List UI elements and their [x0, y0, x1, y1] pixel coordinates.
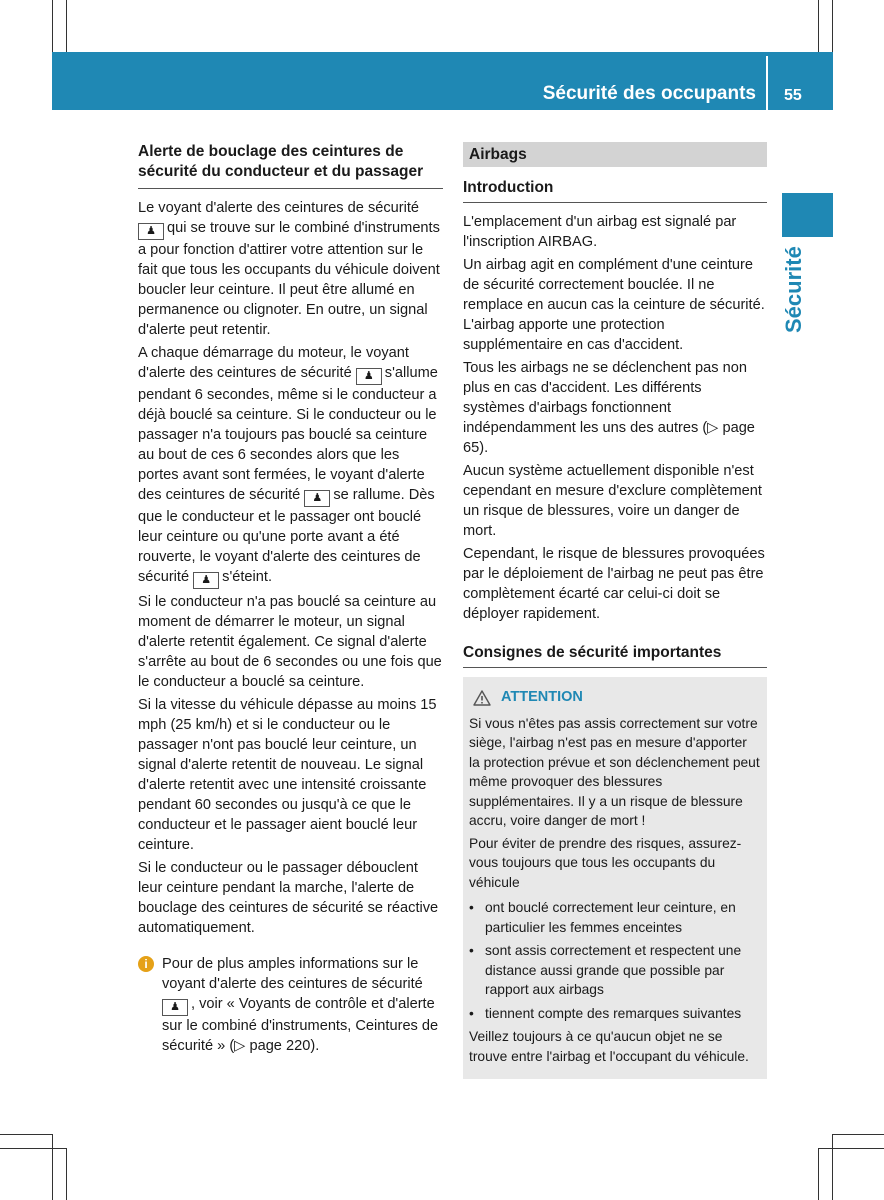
- text: s'éteint.: [222, 569, 273, 585]
- header-divider: [766, 56, 768, 110]
- warning-box: [463, 677, 767, 1079]
- info-text: [162, 954, 443, 1056]
- page-section-title: Sécurité des occupants: [542, 83, 756, 104]
- text: qui se trouve sur le combiné d'instruments a pour fonction d'attirer votre attention sur le fait que tous les occupants du véhicule doivent boucler leur ceinture. Il peut être allumé en permanence ou clignoter. En outre, un signal d'alerte peut retentir.: [138, 220, 440, 338]
- section-band: Airbags: [463, 142, 767, 167]
- right-column: [463, 142, 767, 1079]
- crop-mark: [66, 0, 67, 52]
- seatbelt-warning-icon: ♟: [193, 572, 219, 589]
- warning-triangle-icon: [473, 690, 491, 706]
- crop-mark: [52, 1134, 53, 1200]
- warning-list: [469, 898, 761, 1023]
- paragraph: [138, 198, 443, 340]
- left-column: [138, 142, 443, 1056]
- list-item: [469, 941, 761, 1000]
- warning-paragraph: Si vous n'êtes pas assis correctement sur votre siège, l'airbag n'est pas en mesure d'apporter la protection prévue et son déclenchement peut même provoquer des blessures supplémentaires. Il y a un risque de blessure accru, voire danger de mort !: [469, 715, 760, 828]
- warning-label: ATTENTION: [501, 689, 583, 705]
- text: A chaque démarrage du moteur, le voyant d'alerte des ceintures de sécurité: [138, 345, 409, 381]
- bullet-icon: •: [469, 900, 474, 915]
- list-item-text: sont assis correctement et respectent une distance aussi grande que possible par rapport aux airbags: [485, 943, 742, 997]
- side-tab-label: Sécurité: [781, 246, 806, 333]
- paragraph: [138, 343, 443, 589]
- text: Pour de plus amples informations sur le voyant d'alerte des ceintures de sécurité: [162, 956, 423, 992]
- info-icon: i: [138, 956, 154, 972]
- text: s'allume pendant 6 secondes, même si le conducteur a déjà bouclé sa ceinture. Si le conducteur ou le passager n'a toujours pas bouclé sa ceinture au bout de ces 6 secondes alors que les portes avant sont fermées, le voyant d'alerte des ceintures de sécurité: [138, 365, 438, 503]
- text: Le voyant d'alerte des ceintures de sécurité: [138, 200, 420, 216]
- list-item: [469, 898, 761, 937]
- paragraph: Tous les airbags ne se déclenchent pas non plus en cas d'accident. Les différents systèmes d'airbags fonctionnent indépendamment les uns des autres (▷ page 65).: [463, 360, 755, 456]
- crop-mark: [52, 0, 53, 52]
- seatbelt-warning-icon: ♟: [356, 368, 382, 385]
- paragraph: Aucun système actuellement disponible n'est cependant en mesure d'exclure complètement un risque de blessures, voire un danger de mort.: [463, 463, 762, 539]
- subsection-title: Introduction: [463, 178, 767, 203]
- list-item-text: tiennent compte des remarques suivantes: [485, 1005, 742, 1021]
- seatbelt-warning-icon: ♟: [162, 999, 188, 1016]
- crop-mark: [818, 0, 819, 52]
- side-tab-block: [782, 193, 833, 237]
- crop-mark: [818, 1148, 884, 1149]
- list-item-text: ont bouclé correctement leur ceinture, en particulier les femmes enceintes: [485, 900, 736, 935]
- crop-mark: [832, 1134, 884, 1135]
- crop-mark: [818, 1148, 819, 1200]
- crop-mark: [832, 0, 833, 52]
- warning-paragraph: Veillez toujours à ce qu'aucun objet ne se trouve entre l'airbag et l'occupant du véhicule.: [469, 1029, 749, 1064]
- bullet-icon: •: [469, 943, 474, 958]
- paragraph: Si le conducteur n'a pas bouclé sa ceinture au moment de démarrer le moteur, un signal d'alerte retentit également. Ce signal d'alerte s'arrête au bout de 6 secondes ou une fois que le conducteur a bouclé sa ceinture.: [138, 594, 442, 690]
- crop-mark: [66, 1148, 67, 1200]
- paragraph: Si le conducteur ou le passager débouclent leur ceinture pendant la marche, l'alerte de bouclage des ceintures de sécurité se réactive automatiquement.: [138, 860, 439, 936]
- paragraph: L'emplacement d'un airbag est signalé par l'inscription AIRBAG.: [463, 214, 737, 250]
- seatbelt-warning-icon: ♟: [138, 223, 164, 240]
- subsection-title: Consignes de sécurité importantes: [463, 643, 767, 668]
- paragraph: Cependant, le risque de blessures provoquées par le déploiement de l'airbag ne peut pas être complètement écarté car celui-ci doit se déployer rapidement.: [463, 546, 765, 622]
- crop-mark: [832, 1134, 833, 1200]
- paragraph: Un airbag agit en complément d'une ceinture de sécurité correctement bouclée. Il ne remplace en aucun cas la ceinture de sécurité. L'airbag apporte une protection supplémentaire en cas d'accident.: [463, 257, 765, 353]
- crop-mark: [0, 1148, 66, 1149]
- list-item: [469, 1004, 761, 1024]
- info-note: [138, 954, 443, 1056]
- bullet-icon: •: [469, 1005, 474, 1021]
- seatbelt-warning-icon: ♟: [304, 490, 330, 507]
- warning-paragraph: Pour éviter de prendre des risques, assurez-vous toujours que tous les occupants du véhicule: [469, 835, 742, 890]
- section-title: Alerte de bouclage des ceintures de sécurité du conducteur et du passager: [138, 142, 443, 189]
- warning-header: [473, 688, 761, 708]
- page-number: 55: [784, 87, 802, 104]
- paragraph: Si la vitesse du véhicule dépasse au moins 15 mph (25 km/h) et si le conducteur ou le passager n'ont pas bouclé leur ceinture, un signal d'alerte retentit de nouveau. Le signal d'alerte retentit avec une intensité croissante pendant 60 secondes ou jusqu'à ce que le conducteur et le passager aient bouclé leur ceinture.: [138, 697, 437, 853]
- text: se rallume. Dès que le conducteur et le passager ont bouclé leur ceinture ou qu'une porte avant a été rouverte, le voyant d'alerte des ceintures de sécurité: [138, 487, 435, 585]
- text: , voir « Voyants de contrôle et d'alerte sur le combiné d'instruments, Ceintures de sécurité » (▷ page 220).: [162, 996, 439, 1054]
- crop-mark: [0, 1134, 52, 1135]
